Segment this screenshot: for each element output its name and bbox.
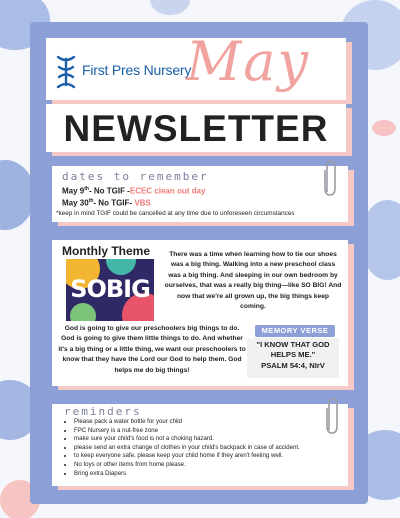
date-suffix: th xyxy=(84,186,89,192)
theme-title: Monthly Theme xyxy=(62,244,151,258)
newsletter-title: NEWSLETTER xyxy=(63,108,329,149)
date-event: ECEC clean out day xyxy=(129,186,206,196)
paperclip-icon xyxy=(324,396,340,436)
reminder-item: • please send an extra change of clothes in your child's backpack in case of accident. xyxy=(74,444,340,453)
date-label: - No TGIF- xyxy=(93,198,133,208)
cross-logo-icon xyxy=(56,55,76,89)
logo-text: First Pres Nursery xyxy=(82,62,192,78)
reminder-item: • make sure your child's food is not a choking hazard. xyxy=(74,435,340,444)
month-title: May xyxy=(186,30,310,93)
floral-decoration xyxy=(150,0,190,15)
reminder-item: • Bring extra Diapers xyxy=(74,470,340,479)
date-label: - No TGIF - xyxy=(88,186,130,196)
theme-paragraph-2: God is going to give our preschoolers big things to do. God is going to give them little things to do. And whether it's a big thing or a little thing, we want our preschoolers to know that they have the Lord our God to help them. God helps me do big things! xyxy=(58,325,246,374)
date-item xyxy=(62,186,205,196)
memory-verse-reference: PSALM 54:4, NIrV xyxy=(261,361,325,370)
reminder-item: • to keep everyone safe, please keep your child home if they aren't feeling well. xyxy=(74,452,340,461)
reminder-item: • Please pack a water bottle for your child xyxy=(74,418,340,427)
theme-paragraph-1: There was a time when learning how to tie our shoes was a big thing. Walking into a new preschool class was a big thing. And sleeping in our own bedroom by ourselves, that was a really big thing—like SO BIG! And now that we're all grown up, the big things keep coming. xyxy=(164,251,342,311)
floral-decoration xyxy=(372,120,396,136)
reminder-item: • No toys or other items from home please. xyxy=(74,461,340,470)
dates-note: *keep in mind TGIF could be cancelled at any time due to unforeseen circumstances xyxy=(56,210,295,217)
dates-heading: dates to remember xyxy=(62,170,209,183)
date-text: May 30 xyxy=(62,198,89,208)
paperclip-icon xyxy=(322,158,338,198)
date-item xyxy=(62,198,151,208)
so-big-text: SOBIG xyxy=(70,275,150,303)
memory-verse-quote: "I KNOW THAT GOD HELPS ME." xyxy=(256,340,330,359)
reminders-heading: reminders xyxy=(64,405,142,418)
reminder-item: • FPC Nursery is a nut-free zone xyxy=(74,427,340,436)
reminders-list xyxy=(64,418,340,478)
date-suffix: th xyxy=(88,198,94,204)
so-big-image xyxy=(66,259,154,321)
date-text: May 9 xyxy=(62,186,85,196)
memory-verse-tag: MEMORY VERSE xyxy=(255,325,335,337)
date-event: VBS xyxy=(134,198,151,208)
